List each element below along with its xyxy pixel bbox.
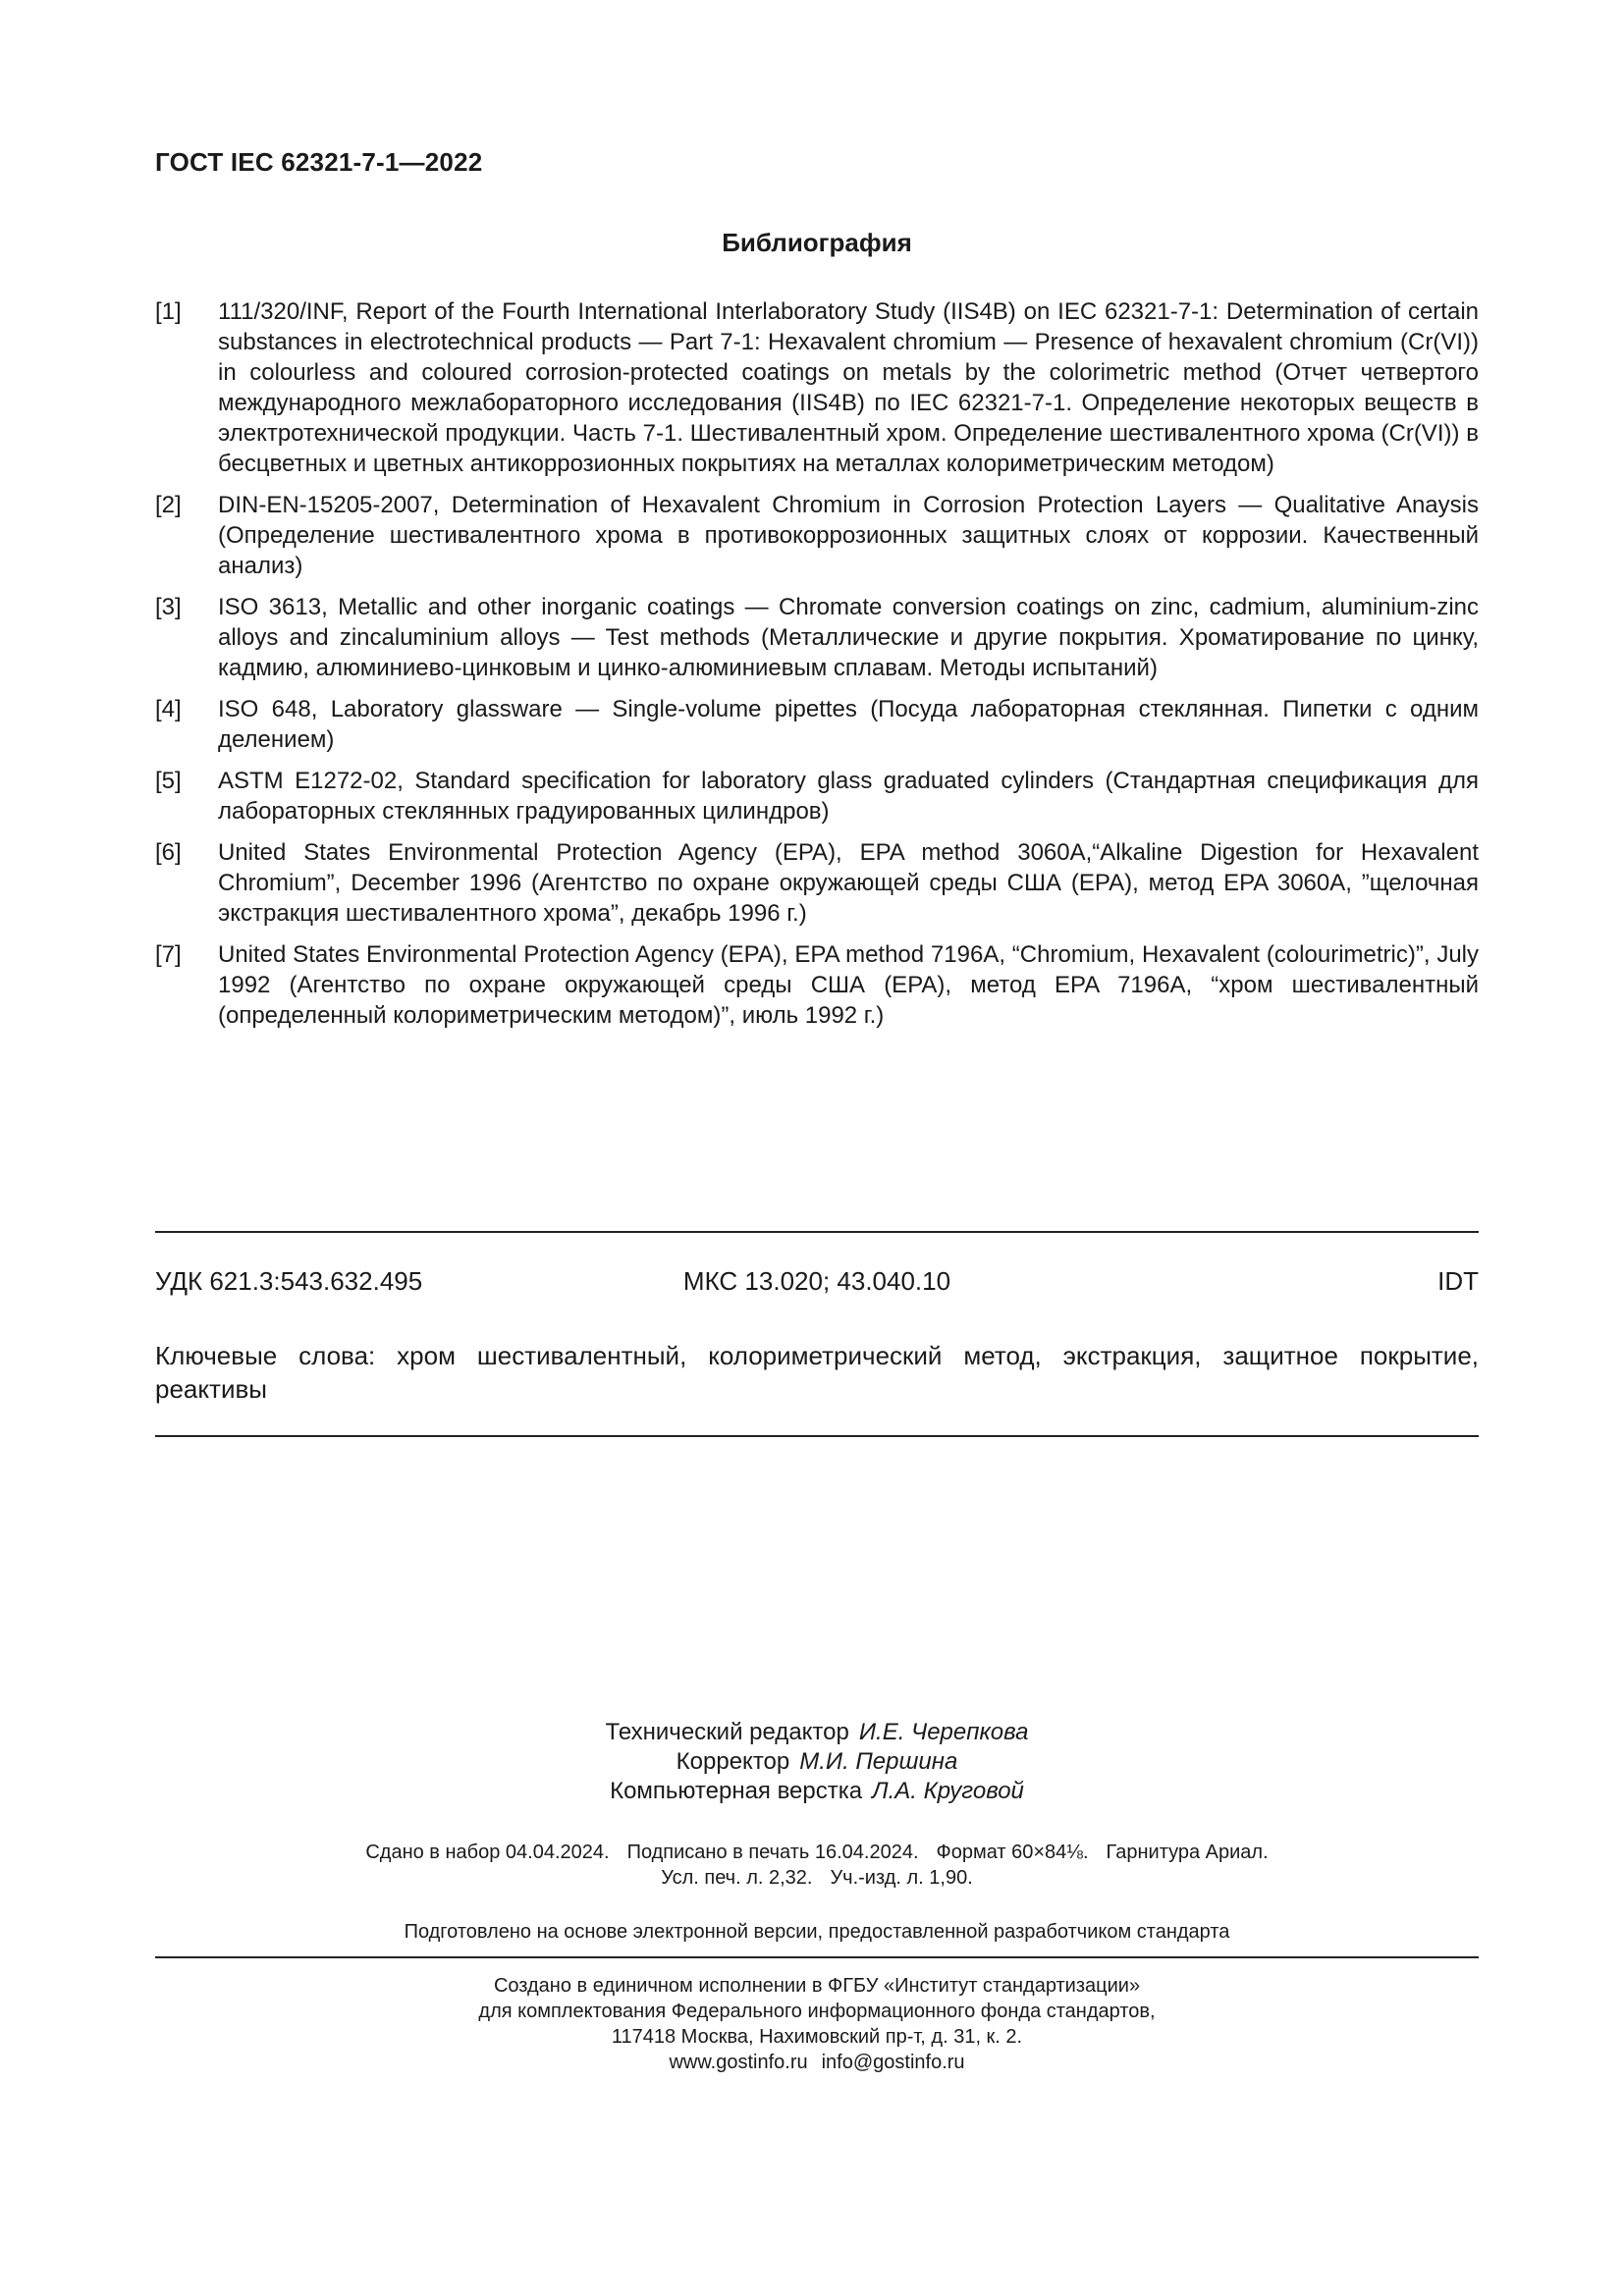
credit-role: Технический редактор bbox=[605, 1719, 849, 1745]
mks-code: МКС 13.020; 43.040.10 bbox=[682, 1266, 951, 1296]
print-details-line-1 bbox=[155, 1840, 1479, 1865]
bibliography-entry-text: 111/320/INF, Report of the Fourth International Interlaboratory Study (IIS4B) on IEC 62321-7-1: Determination of certain substances in electrotechnical products — Part 7-1: Hexavalent chromium — Presence of hexavalent chromium (Cr(VI)) in colourless and coloured corrosion-protected coatings on metals by the colorimetric method (Отчет четвертого международного межлабораторного исследования (IIS4B) по IEC 62321-7-1. Определение некоторых веществ в электротехнической продукции. Часть 7-1. Шестивалентный хром. Определение шестивалентного хрома (Cr(VI)) в бесцветных и цветных антикоррозионных покрытиях на металлах колориметрическим методом) bbox=[218, 298, 1479, 477]
bibliography-entry-2 bbox=[155, 490, 1479, 581]
publisher-line-1: Создано в единичном исполнении в ФГБУ «Институт стандартизации» bbox=[493, 1975, 1141, 1997]
keywords: Ключевые слова: хром шестивалентный, колориметрический метод, экстракция, защитное покрытие, реактивы bbox=[155, 1341, 1479, 1404]
bibliography-entry-text: United States Environmental Protection Agency (EPA), EPA method 3060A,“Alkaline Digestion for Hexavalent Chromium”, December 1996 (Агентство по охране окружающей среды США (EPA), метод EPA 3060A, ”щелочная экстракция шестивалентного хрома”, декабрь 1996 г.) bbox=[218, 839, 1479, 927]
publisher-contacts bbox=[155, 2050, 1479, 2075]
typeface: Гарнитура Ариал. bbox=[1106, 1842, 1269, 1863]
bibliography-entry-number: [5] bbox=[155, 768, 182, 794]
standard-code-header: ГОСТ IEC 62321-7-1—2022 bbox=[155, 147, 483, 177]
bibliography-title: Библиография bbox=[722, 228, 912, 257]
submitted-date: Сдано в набор 04.04.2024. bbox=[365, 1842, 610, 1863]
divider-top bbox=[155, 1231, 1479, 1233]
bibliography-entry-7 bbox=[155, 939, 1479, 1031]
bibliography-entry-1 bbox=[155, 296, 1479, 479]
credit-line bbox=[155, 1718, 1479, 1747]
bibliography-entry-5 bbox=[155, 766, 1479, 827]
bibliography-entry-number: [2] bbox=[155, 492, 182, 518]
bibliography-entry-3 bbox=[155, 592, 1479, 683]
bibliography-entry-6 bbox=[155, 837, 1479, 929]
paper-format: Формат 60×84⅛. bbox=[936, 1842, 1089, 1863]
bibliography-entry-text: United States Environmental Protection Agency (EPA), EPA method 7196A, “Chromium, Hexavalent (colourimetric)”, July 1992 (Агентство по охране окружающей среды США (EPA), метод EPA 7196A, “хром шестивалентный (определенный колориметрическим методом)”, июль 1992 г.) bbox=[218, 941, 1479, 1029]
bibliography-entry-4 bbox=[155, 694, 1479, 755]
print-sheets: Усл. печ. л. 2,32. bbox=[661, 1867, 813, 1889]
print-details bbox=[155, 1840, 1479, 1891]
bibliography-entry-text: ASTM E1272-02, Standard specification for laboratory glass graduated cylinders (Стандартная спецификация для лабораторных стеклянных градуированных цилиндров) bbox=[218, 768, 1479, 825]
bibliography-entry-text: DIN-EN-15205-2007, Determination of Hexavalent Chromium in Corrosion Protection Layers — Qualitative Anaysis (Определение шестивалентного хрома в противокоррозионных защитных слоях от коррозии. Качественный анализ) bbox=[218, 492, 1479, 579]
idt-marker: IDT bbox=[1437, 1266, 1479, 1296]
bibliography-list bbox=[155, 296, 1479, 1041]
bibliography-entry-number: [6] bbox=[155, 839, 182, 866]
prepared-note: Подготовлено на основе электронной версии, предоставленной разработчиком стандарта bbox=[404, 1921, 1230, 1943]
publisher-info bbox=[155, 1973, 1479, 2075]
divider-bottom bbox=[155, 1956, 1479, 1958]
publisher-sheets: Уч.-изд. л. 1,90. bbox=[830, 1867, 973, 1889]
udk-code: УДК 621.3:543.632.495 bbox=[155, 1266, 423, 1296]
divider-middle bbox=[155, 1435, 1479, 1437]
publisher-website[interactable]: www.gostinfo.ru bbox=[669, 2052, 808, 2073]
credit-line bbox=[155, 1777, 1479, 1806]
bibliography-entry-number: [3] bbox=[155, 594, 182, 620]
credit-person: Л.А. Круговой bbox=[872, 1778, 1024, 1804]
publisher-address: 117418 Москва, Нахимовский пр-т, д. 31, к. 2. bbox=[611, 2026, 1023, 2048]
publisher-line-2: для комплектования Федерального информационного фонда стандартов, bbox=[478, 2001, 1156, 2022]
bibliography-entry-text: ISO 3613, Metallic and other inorganic coatings — Chromate conversion coatings on zinc, cadmium, aluminium-zinc alloys and zincaluminium alloys — Test methods (Металлические и другие покрытия. Хроматирование по цинку, кадмию, алюминиево-цинковым и цинко-алюминиевым сплавам. Методы испытаний) bbox=[218, 594, 1479, 681]
bibliography-entry-number: [4] bbox=[155, 696, 182, 722]
print-details-line-2 bbox=[155, 1865, 1479, 1891]
publisher-email[interactable]: info@gostinfo.ru bbox=[821, 2052, 965, 2073]
bibliography-entry-number: [7] bbox=[155, 941, 182, 968]
bibliography-entry-text: ISO 648, Laboratory glassware — Single-volume pipettes (Посуда лабораторная стеклянная. Пипетки с одним делением) bbox=[218, 696, 1479, 753]
signed-date: Подписано в печать 16.04.2024. bbox=[626, 1842, 919, 1863]
bibliography-entry-number: [1] bbox=[155, 298, 182, 325]
credit-role: Компьютерная верстка bbox=[610, 1778, 863, 1804]
credit-person: И.Е. Черепкова bbox=[858, 1719, 1029, 1745]
editorial-credits bbox=[155, 1718, 1479, 1806]
credit-role: Корректор bbox=[676, 1748, 790, 1775]
classification-codes bbox=[155, 1266, 1479, 1300]
credit-person: М.И. Першина bbox=[799, 1748, 958, 1775]
credit-line bbox=[155, 1747, 1479, 1777]
